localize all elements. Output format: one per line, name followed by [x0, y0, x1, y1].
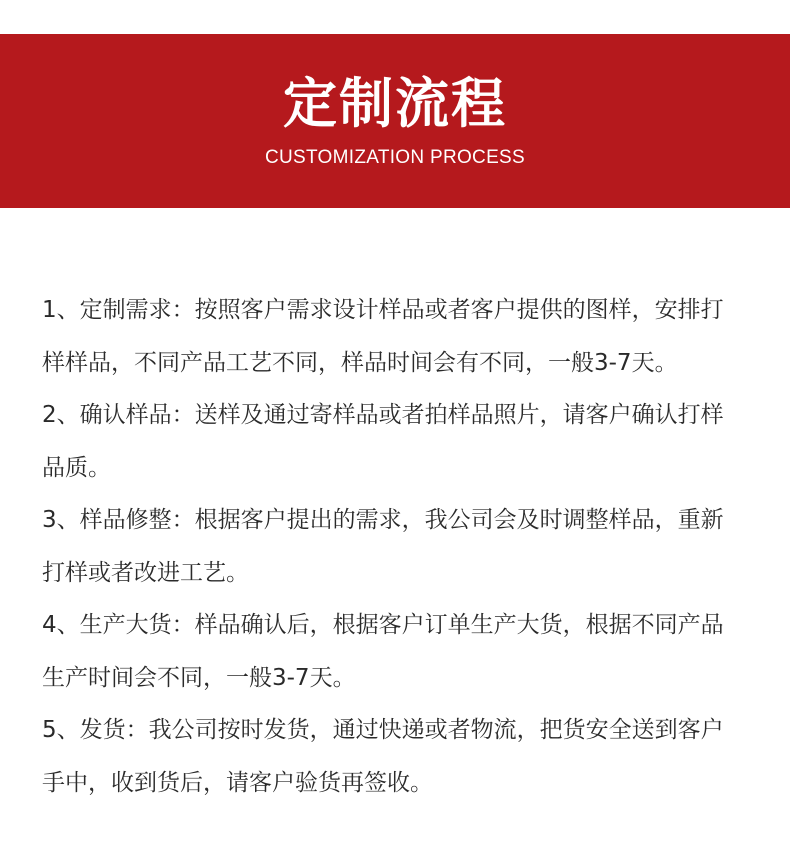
step-2: 2、确认样品：送样及通过寄样品或者拍样品照片，请客户确认打样品质。 — [42, 402, 724, 481]
page-subtitle: CUSTOMIZATION PROCESS — [264, 147, 525, 168]
process-steps — [42, 284, 742, 809]
page-title: 定制流程 — [283, 71, 507, 135]
step-3: 3、样品修整：根据客户提出的需求，我公司会及时调整样品，重新打样或者改进工艺。 — [42, 507, 724, 586]
step-4: 4、生产大货：样品确认后，根据客户订单生产大货，根据不同产品生产时间会不同，一般3-7天。 — [42, 612, 724, 691]
header-banner — [0, 34, 790, 208]
step-5: 5、发货：我公司按时发货，通过快递或者物流，把货安全送到客户手中，收到货后，请客户验货再签收。 — [42, 717, 724, 796]
step-1: 1、定制需求：按照客户需求设计样品或者客户提供的图样，安排打样样品，不同产品工艺不同，样品时间会有不同，一般3-7天。 — [42, 297, 724, 376]
